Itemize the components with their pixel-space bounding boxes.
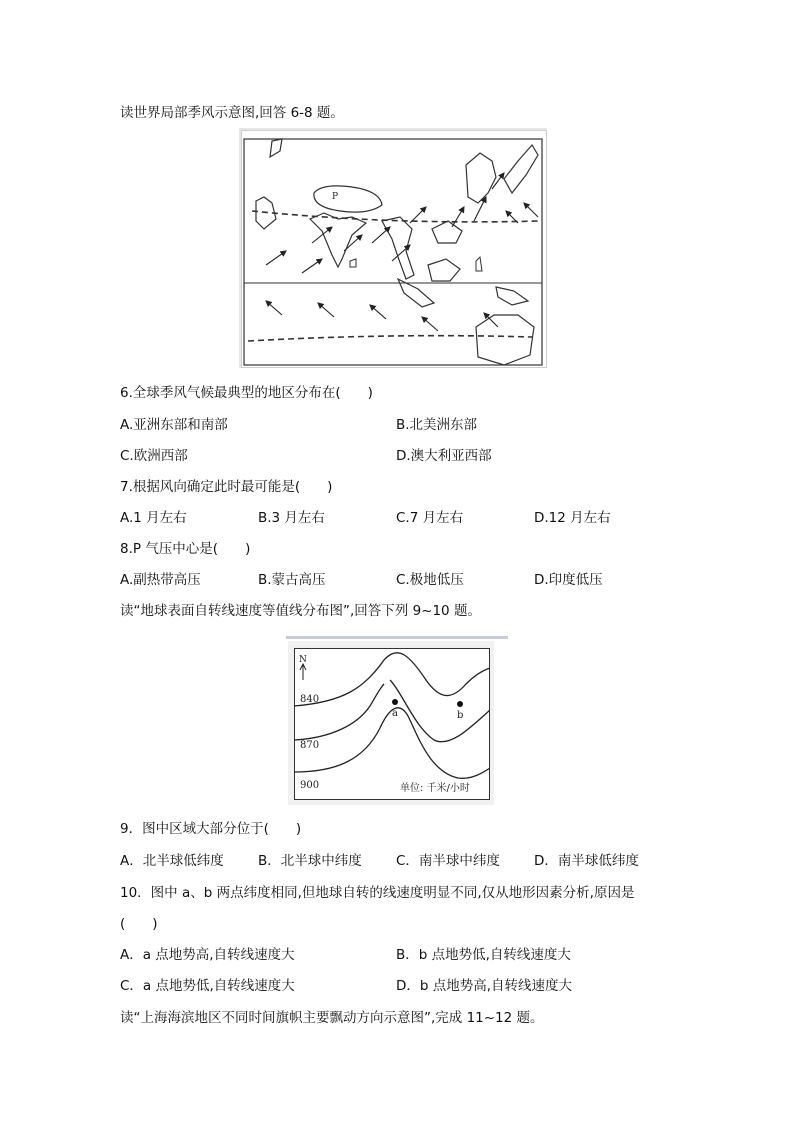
intro-9-10: 读“地球表面自转线速度等值线分布图”,回答下列 9~10 题。 (120, 603, 481, 619)
q7-option-b: B.3 月左右 (258, 510, 325, 526)
intro-6-8: 读世界局部季风示意图,回答 6-8 题。 (120, 105, 344, 121)
point-b-label: b (457, 710, 464, 721)
monsoon-map (241, 130, 547, 368)
q6-stem: 6.全球季风气候最典型的地区分布在( ) (120, 385, 373, 401)
land-europe-coast (270, 139, 282, 157)
q10-stem-line2: ( ) (120, 916, 158, 932)
q7-option-c: C.7 月左右 (396, 510, 464, 526)
q8-option-c: C.极地低压 (396, 572, 464, 588)
point-a-dot (392, 699, 398, 705)
land-china-coast (466, 153, 496, 203)
q6-option-d: D.澳大利亚西部 (396, 448, 492, 464)
q9-option-c: C．南半球中纬度 (396, 853, 500, 869)
north-label: N (299, 655, 307, 665)
q10-option-b: B．b 点地势低,自转线速度大 (396, 947, 571, 963)
q8-option-d: D.印度低压 (534, 572, 603, 588)
q9-stem: 9．图中区域大部分位于( ) (120, 821, 302, 837)
isoline-map (294, 648, 490, 800)
wind-arrows (266, 173, 538, 331)
itcz-south-line (248, 336, 532, 341)
q10-option-a: A．a 点地势高,自转线速度大 (120, 947, 295, 963)
q10-option-d: D．b 点地势高,自转线速度大 (396, 978, 573, 994)
land-borneo (428, 259, 460, 281)
iso-label-840: 840 (300, 694, 320, 705)
q6-option-a: A.亚洲东部和南部 (120, 417, 228, 433)
land-island (476, 257, 482, 271)
point-a-label: a (392, 708, 398, 719)
q10-stem-line1: 10．图中 a、b 两点纬度相同,但地球自转的线速度明显不同,仅从地形因素分析,原因是 (120, 885, 635, 901)
land-japan (504, 145, 538, 193)
q10-option-c: C．a 点地势低,自转线速度大 (120, 978, 295, 994)
monsoon-map-svg (242, 131, 546, 367)
q9-option-d: D．南半球低纬度 (534, 853, 639, 869)
unit-label: 单位: 千米/小时 (400, 783, 470, 794)
q6-option-b: B.北美洲东部 (396, 417, 478, 433)
intro-11-12: 读“上海海滨地区不同时间旗帜主要飘动方向示意图”,完成 11~12 题。 (120, 1010, 544, 1026)
isoline-map-svg (294, 648, 490, 800)
p-pressure-center (314, 186, 382, 212)
q8-option-a: A.副热带高压 (120, 572, 201, 588)
land-indochina (382, 217, 414, 279)
point-b-dot (457, 701, 463, 707)
q7-stem: 7.根据风向确定此时最可能是( ) (120, 479, 333, 495)
itcz-north-line (252, 211, 538, 222)
figure2-top-bar (286, 636, 508, 639)
iso-label-870: 870 (300, 740, 320, 751)
q9-option-b: B．北半球中纬度 (258, 853, 362, 869)
land-southchina (432, 221, 462, 243)
q8-option-b: B.蒙古高压 (258, 572, 326, 588)
q8-stem: 8.P 气压中心是( ) (120, 541, 251, 557)
land-srilanka (350, 259, 356, 267)
q7-option-a: A.1 月左右 (120, 510, 187, 526)
q9-option-a: A．北半球低纬度 (120, 853, 224, 869)
q7-option-d: D.12 月左右 (534, 510, 611, 526)
iso-label-900: 900 (300, 780, 320, 791)
q6-option-c: C.欧洲西部 (120, 448, 188, 464)
p-label: P (332, 192, 339, 202)
land-india (310, 213, 366, 267)
land-australia (476, 315, 534, 365)
land-newguinea (496, 287, 528, 305)
